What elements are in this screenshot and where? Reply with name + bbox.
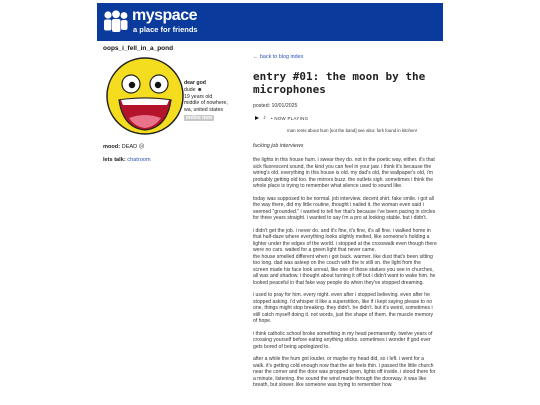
entry-body bbox=[253, 157, 437, 389]
site-logo-text[interactable]: myspace bbox=[132, 7, 197, 24]
gender-icon: ☻ bbox=[197, 87, 203, 94]
lets-talk-label: lets talk: bbox=[103, 157, 126, 163]
myspace-logo-icon[interactable] bbox=[103, 10, 129, 34]
chatroom-link[interactable]: chatroom bbox=[127, 157, 151, 163]
site-tagline: a place for friends bbox=[133, 25, 198, 34]
avatar[interactable] bbox=[105, 56, 185, 136]
page bbox=[97, 3, 443, 405]
profile-location-line1: middle of nowhere, bbox=[184, 100, 228, 107]
entry-title: entry #01: the moon by the microphones bbox=[253, 70, 426, 96]
blog-entry bbox=[253, 45, 437, 395]
now-playing-text: NOW PLAYING bbox=[274, 116, 309, 121]
entry-paragraph: i used to pray for him. every night. even after i stopped believing. even after he stopped asking. i'd whisper it like a superstition, like if i kept saying please to no one, things might stop breaking. they didn't. he didn't. but it's weird, sometimes i still catch myself doing it. not words, just the shape of them. the muscle memory of hope. bbox=[253, 292, 434, 324]
lets-talk-row bbox=[103, 157, 243, 163]
now-playing-song: man rents about hum [not the band] see also: fork found in kitchen! bbox=[287, 128, 418, 133]
profile-gender: dude bbox=[184, 87, 196, 94]
profile-headline: dear god bbox=[184, 80, 206, 86]
profile-summary bbox=[103, 54, 243, 142]
entry-paragraph: the lights in this house hum. i swear they do. not in the poetic way, either. it's that sick fluorescent sound, the kind you can feel in your jaw. i think it's because the wiring's old. everything in this house is old. my dad's old, the wallpaper's old, i'm probably getting old too. the mirrors buzz. the outlets sigh. sometimes i think the whole place is trying to remember what silence used to sound like. bbox=[253, 157, 435, 189]
entry-tag: fucking job interviews bbox=[253, 143, 304, 149]
profile-sidebar bbox=[103, 45, 243, 163]
profile-location-line2: wa, united states bbox=[184, 106, 223, 113]
entry-posted-date: posted: 10/01/2025 bbox=[253, 103, 298, 109]
mood-label: mood: bbox=[103, 144, 121, 150]
entry-paragraph: i didn't get the job. i never do. and it's fine, it's fine, it's all fine. i walked home in that half-daze where everything looks slightly melted, like someone's holding a lighter under the edges of the world. i stopped at the crosswalk even though there were no cars. waited for a green light that never came. the house smelled different when i got back. warmer. like dust that's been sitting too long. dad was asleep on the couch with the tv still on. the light from the screen made his face look unreal, like one of those statues you see in churches, all wax and shadow. i thought about turning it off but i didn't want to wake him. he looked peaceful in that fake way people do when they've stopped dreaming. bbox=[253, 227, 437, 286]
mood-emoticon-icon: ☹ bbox=[138, 144, 145, 150]
entry-paragraph: after a while the hum got louder, or maybe my head did, so i left. i went for a walk. it's getting cold enough now that the air feels thin. i passed the little church near the corner and the door was propped open, lights off inside. i stood there for a minute, listening. the sound the wind made through the doorway. it was like breath, but slower. like someone was trying to remember how. bbox=[253, 356, 436, 388]
back-to-blog-index-link[interactable]: ← back to blog index bbox=[253, 54, 304, 60]
music-note-icon: ♪ bbox=[263, 115, 266, 121]
music-player bbox=[253, 115, 437, 125]
now-playing-label: • NOW PLAYING bbox=[271, 116, 309, 121]
profile-age: 19 years old bbox=[184, 93, 213, 100]
mood-value: DEAD bbox=[121, 144, 138, 150]
entry-paragraph: i think catholic school broke something in my head permanently. twelve years of crossing yourself before eating anything sticks. sometimes i wonder if god ever gets bored of being apologized to. bbox=[253, 330, 433, 350]
profile-username: oops_i_fell_in_a_pond bbox=[103, 45, 174, 52]
site-header bbox=[97, 3, 443, 41]
mood-row bbox=[103, 144, 243, 150]
online-now-badge: online now bbox=[186, 115, 213, 122]
play-icon[interactable] bbox=[255, 116, 259, 120]
entry-paragraph: today was supposed to be normal. job interview. decent shirt. fake smile. i got all the way there, did my little routine, thought i nailed it. the woman even said i seemed "grounded." i wanted to tell her that's because i've been pacing in circles for three years straight. i wanted to say i'm a pro at looking stable. but i didn't. bbox=[253, 195, 436, 221]
profile-details bbox=[184, 80, 228, 121]
